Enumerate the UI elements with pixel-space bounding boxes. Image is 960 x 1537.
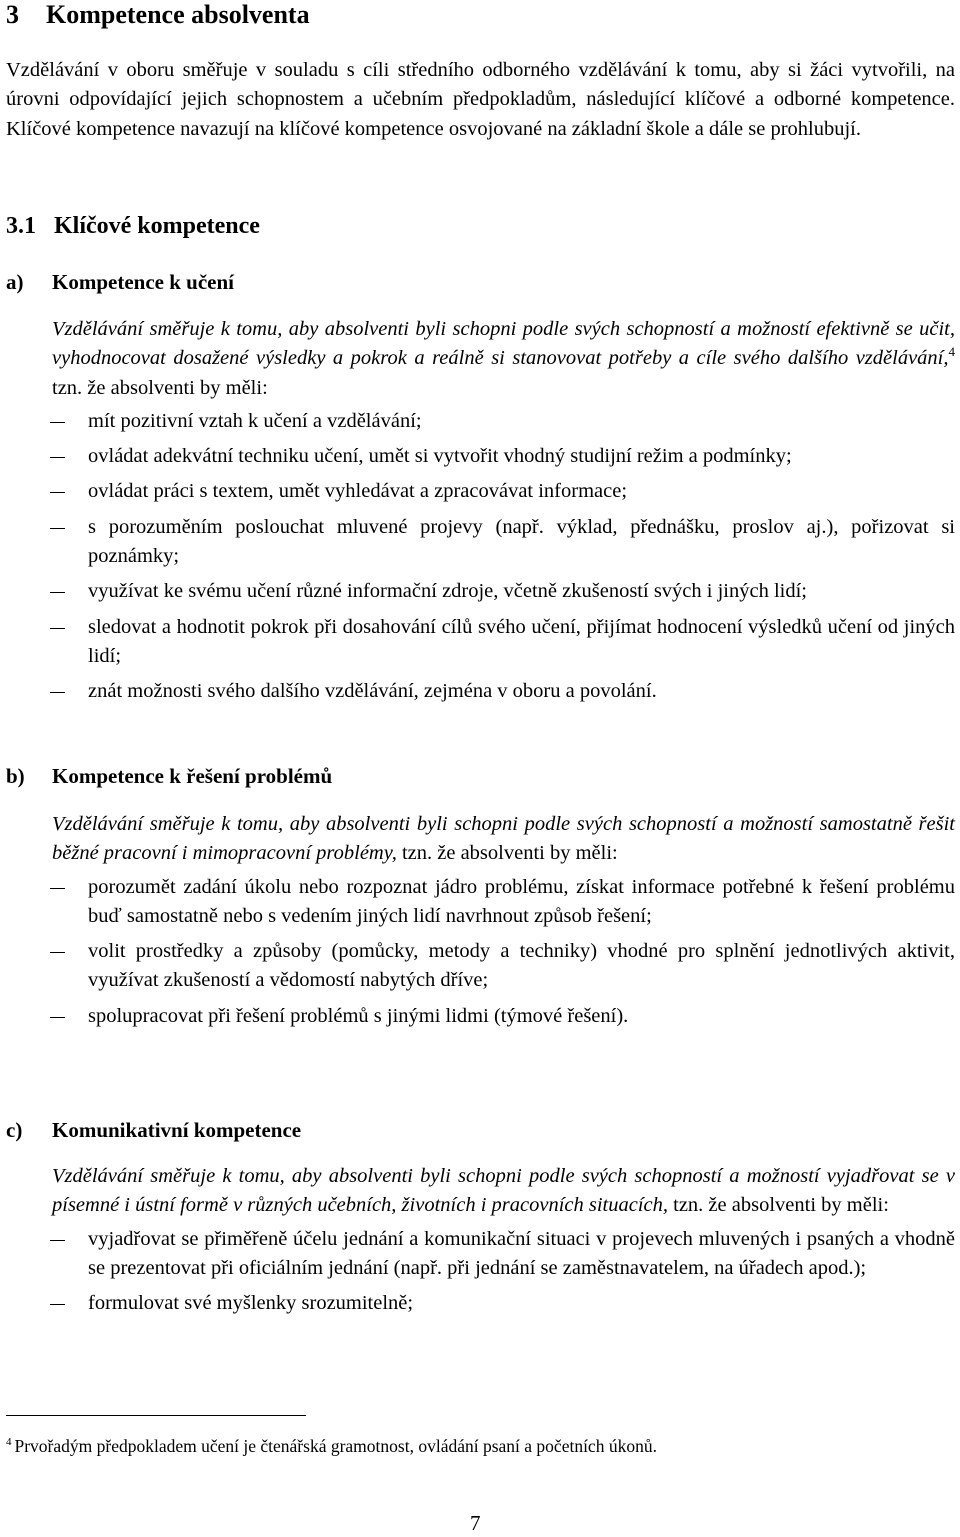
list-item: ovládat adekvátní techniku učení, umět si vytvořit vhodný studijní režim a podmínky; [52,442,955,471]
list-item: využívat ke svému učení různé informační zdroje, včetně zkušeností svých i jiných lidí; [52,577,955,606]
dash-bullet [50,592,65,593]
competence-heading-a [6,268,234,296]
list-item: formulovat své myšlenky srozumitelně; [52,1289,955,1318]
competence-list [52,407,955,707]
competence-heading-b [6,762,332,790]
list-item: sledovat a hodnotit pokrok při dosahování cílů svého učení, přijímat hodnocení výsledků učení od jiných lidí; [52,613,955,672]
dash-bullet [50,888,65,889]
lead-italic: Vzdělávání směřuje k tomu, aby absolventi byli schopni podle svých schopností a možností efektivně se učit, vyhodnocovat dosažené výsledky a pokrok a reálně si stanovovat potřeby a cíle svého dalšího vzdělávání, [52,318,955,370]
competence-title: Komunikativní kompetence [52,1118,302,1142]
list-item: s porozuměním poslouchat mluvené projevy (např. výklad, přednášku, proslov aj.), pořizovat si poznámky; [52,513,955,572]
footnote-reference: 4 [948,344,955,360]
footnote-text: Prvořadým předpokladem učení je čtenářská gramotnost, ovládání psaní a početních úkonů. [14,1436,657,1456]
competence-letter: b) [6,764,25,788]
dash-bullet [50,492,65,493]
intro-paragraph: Vzdělávání v oboru směřuje v souladu s cíli středního odborného vzdělávání k tomu, aby si žáci vytvořili, na úrovni odpovídající jejich schopnostem a učebním předpokladům, následující klíčové a odborné kompetence. Klíčové kompetence navazují na klíčové kompetence osvojované na základní škole a dále se prohlubují. [6,59,955,140]
page-number: 7 [470,1511,481,1535]
competence-letter: c) [6,1118,23,1142]
section-title: Klíčové kompetence [54,213,260,239]
competence-body-b [52,810,955,1037]
dash-bullet [50,1304,65,1305]
competence-list [52,873,955,1031]
dash-bullet [50,692,65,693]
footnote-number: 4 [6,1436,12,1448]
competence-body-c [52,1162,955,1324]
competence-heading-c [6,1116,301,1144]
competence-title: Kompetence k učení [52,270,234,294]
dash-bullet [50,1240,65,1241]
lead-plain: tzn. že absolventi by měli: [396,842,618,865]
chapter-heading [6,0,310,30]
chapter-title: Kompetence absolventa [46,0,310,29]
section-number: 3.1 [6,213,36,239]
list-item: znát možnosti svého dalšího vzdělávání, zejména v oboru a povolání. [52,677,955,706]
section-heading [6,211,260,241]
lead-plain: tzn. že absolventi by měli: [52,376,268,399]
list-item: mít pozitivní vztah k učení a vzdělávání; [52,407,955,436]
lead-italic: Vzdělávání směřuje k tomu, aby absolventi byli schopni podle svých schopností a možností vyjadřovat se v písemné i ústní formě v různých učebních, životních i pracovních situacích, [52,1165,955,1217]
competence-letter: a) [6,270,24,294]
dash-bullet [50,628,65,629]
competence-title: Kompetence k řešení problémů [52,764,333,788]
competence-lead [52,315,955,403]
dash-bullet [50,528,65,529]
list-item: ovládat práci s textem, umět vyhledávat a zpracovávat informace; [52,477,955,506]
dash-bullet [50,952,65,953]
list-item: porozumět zadání úkolu nebo rozpoznat jádro problému, získat informace potřebné k řešení problému buď samostatně nebo s vedením jiných lidí navrhnout způsob řešení; [52,873,955,932]
dash-bullet [50,1017,65,1018]
competence-lead [52,1162,955,1221]
dash-bullet [50,457,65,458]
lead-italic: Vzdělávání směřuje k tomu, aby absolventi byli schopni podle svých schopností a možností samostatně řešit běžné pracovní i mimopracovní problémy, [52,813,955,865]
chapter-number: 3 [6,0,19,29]
list-item: vyjadřovat se přiměřeně účelu jednání a komunikační situaci v projevech mluvených i psaných a vhodně se prezentovat při oficiálním jednání (např. při jednání se zaměstnavatelem, na úřadech apod.); [52,1225,955,1284]
list-item: spolupracovat při řešení problémů s jinými lidmi (týmové řešení). [52,1002,955,1031]
competence-list [52,1225,955,1319]
competence-lead [52,810,955,869]
lead-plain: tzn. že absolventi by měli: [668,1194,889,1217]
dash-bullet [50,422,65,423]
list-item: volit prostředky a způsoby (pomůcky, metody a techniky) vhodné pro splnění jednotlivých aktivit, využívat zkušeností a vědomostí nabytých dříve; [52,937,955,996]
footnote-separator [6,1415,306,1416]
footnote [6,1434,955,1458]
competence-body-a [52,315,955,713]
